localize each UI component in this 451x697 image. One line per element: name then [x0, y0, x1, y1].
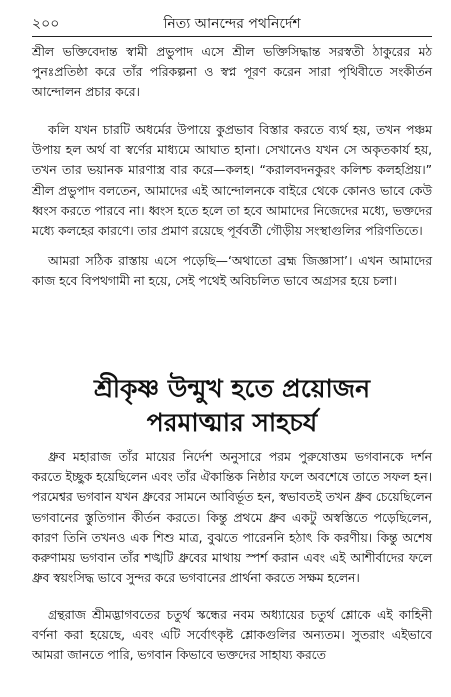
section-heading-line-1: শ্রীকৃষ্ণ উন্মুখ হতে প্রয়োজন: [93, 374, 371, 403]
page-header: [32, 14, 432, 34]
paragraph: [32, 605, 432, 666]
section-heading-line-2: পরমাত্মার সাহচর্য: [146, 408, 318, 437]
paragraph-text: কলি যখন চারটি অধর্মের উপায়ে কুপ্রভাব বিস্তার করতে ব্যর্থ হয়, তখন পঞ্চম উপায় হল অর্থ বা স্বর্ণের মাধ্যমে আঘাত হানা। সেখানেও যখন সে অকৃতকার্য হয়, তখন তার ভয়ানক মারণাস্ত্র বার করে—কলহ। “করালবদনকুরং কলিশ্চ কলহপ্রিয়।” শ্রীল প্রভুপাদ বলতেন, আমাদের এই আন্দোলনকে বাইরে থেকে কোনও ভাবে কেউ ধ্বংস করতে পারবে না। ধ্বংস হতে হলে তা হবে আমাদের নিজেদের মধ্যে, ভক্তদের মধ্যে কলহের কারণে। তার প্রমাণ রয়েছে পূর্ববর্তী গৌড়ীয় সংস্থাগুলির পরিণতিতে।: [32, 123, 432, 239]
paragraph-text: গ্রন্থরাজ শ্রীমদ্ভাগবতের চতুর্থ স্কন্ধের নবম অধ্যায়ের চতুর্থ শ্লোকে এই কাহিনী বর্ণনা করা হয়েছে, এবং এটি সর্বোৎকৃষ্ট শ্লোকগুলির অন্যতম। সুতরাং এইভাবে আমরা জানতে পারি, ভগবান কিভাবে ভক্তদের সাহায্য করতে: [32, 608, 432, 663]
running-title: নিত্য আনন্দের পথনির্দেশ: [163, 16, 301, 32]
paragraph-text: শ্রীল ভক্তিবেদান্ত স্বামী প্রভুপাদ এসে শ্রীল ভক্তিসিদ্ধান্ত সরস্বতী ঠাকুরের মঠ পুনঃপ্রতিষ্ঠা করে তাঁর পরিকল্পনা ও স্বপ্ন পূরণ করেন সারা পৃথিবীতে সংকীর্তন আন্দোলন প্রচার করে।: [32, 45, 432, 100]
paragraph: [32, 447, 432, 588]
paragraph: [32, 42, 432, 103]
paragraph-text: ধ্রুব মহারাজ তাঁর মায়ের নির্দেশ অনুসারে পরম পুরুষোত্তম ভগবানকে দর্শন করতে ইচ্ছুক হয়েছিলেন এবং তাঁর ঐকান্তিক নিষ্ঠার ফলে অবশেষে তাতে সফল হন। পরমেশ্বর ভগবান যখন ধ্রুবের সামনে আবির্ভূত হন, স্বভাবতই তখন ধ্রুব চেয়েছিলেন ভগবানের স্তুতিগান কীর্তন করতে। কিন্তু প্রথমে ধ্রুব একটু অস্বস্তিতে পড়েছিলেন, কারণ তিনি তখনও এক শিশু মাত্র, বুঝতে পারেননি হঠাৎ কি করণীয়। কিন্তু অশেষ করুণাময় ভগবান তাঁর শঙ্খটি ধ্রুবের মাথায় স্পর্শ করান এবং এই আশীর্বাদের ফলে ধ্রুব স্বয়ংসিদ্ধ ভাবে সুন্দর করে ভগবানের প্রার্থনা করতে সক্ষম হলেন।: [32, 450, 432, 586]
header-rule: [32, 36, 432, 37]
page-number: ২০০: [32, 16, 60, 32]
paragraph: [32, 251, 432, 291]
paragraph: [32, 120, 432, 241]
paragraph-text: আমরা সঠিক রাস্তায় এসে পড়েছি—‘অথাতো ব্রহ্ম জিজ্ঞাসা’। এখন আমাদের কাজ হবে বিপথগামী না হয়ে, সেই পথেই অবিচলিত ভাবে অগ্রসর হয়ে চলা।: [32, 254, 432, 289]
